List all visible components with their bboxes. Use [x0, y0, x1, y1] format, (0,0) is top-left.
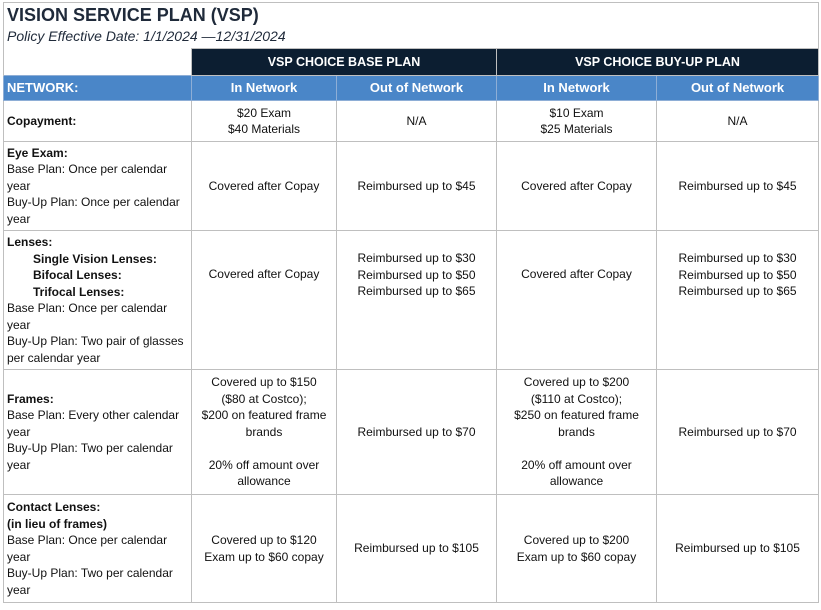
frames-row [4, 370, 819, 495]
copay-buyup-in: $10 Exam $25 Materials [497, 101, 657, 142]
plan-header-base: VSP CHOICE BASE PLAN [192, 49, 497, 76]
buyup-out-network-header: Out of Network [657, 76, 819, 101]
lenses-row [4, 231, 819, 370]
eye-exam-base-in: Covered after Copay [192, 142, 337, 231]
lenses-label: Lenses: Single Vision Lenses: Bifocal Lenses: Trifocal Lenses: Base Plan: Once per calendar year Buy-Up Plan: Two pair of glasses per calendar year [4, 231, 192, 370]
vision-plan-sheet [3, 2, 818, 606]
copay-base-in: $20 Exam $40 Materials [192, 101, 337, 142]
page-title: VISION SERVICE PLAN (VSP) [7, 5, 259, 25]
frames-base-out: Reimbursed up to $70 [337, 370, 497, 495]
buyup-in-network-header: In Network [497, 76, 657, 101]
contacts-base-in: Covered up to $120 Exam up to $60 copay [192, 495, 337, 603]
frames-label: Frames: Base Plan: Every other calendar year Buy-Up Plan: Two per calendar year [4, 370, 192, 495]
copay-base-out: N/A [337, 101, 497, 142]
base-out-network-header: Out of Network [337, 76, 497, 101]
copay-buyup-out: N/A [657, 101, 819, 142]
frames-base-in: Covered up to $150 ($80 at Costco); $200 on featured frame brands 20% off amount over allowance [192, 370, 337, 495]
empty-corner [4, 49, 192, 76]
benefits-table [3, 2, 819, 603]
lenses-buyup-in: Covered after Copay [497, 231, 657, 370]
network-label: NETWORK: [4, 76, 192, 101]
eye-exam-base-out: Reimbursed up to $45 [337, 142, 497, 231]
contacts-label: Contact Lenses: (in lieu of frames) Base Plan: Once per calendar year Buy-Up Plan: Two per calendar year [4, 495, 192, 603]
contacts-row [4, 495, 819, 603]
plan-header-buyup: VSP CHOICE BUY-UP PLAN [497, 49, 819, 76]
contacts-base-out: Reimbursed up to $105 [337, 495, 497, 603]
contacts-buyup-in: Covered up to $200 Exam up to $60 copay [497, 495, 657, 603]
frames-buyup-out: Reimbursed up to $70 [657, 370, 819, 495]
eye-exam-label: Eye Exam: Base Plan: Once per calendar year Buy-Up Plan: Once per calendar year [4, 142, 192, 231]
lenses-base-out: Reimbursed up to $30 Reimbursed up to $50 Reimbursed up to $65 [337, 231, 497, 370]
eye-exam-row [4, 142, 819, 231]
eye-exam-buyup-out: Reimbursed up to $45 [657, 142, 819, 231]
title-block [4, 3, 819, 49]
lenses-buyup-out: Reimbursed up to $30 Reimbursed up to $50 Reimbursed up to $65 [657, 231, 819, 370]
lenses-base-in: Covered after Copay [192, 231, 337, 370]
copay-label: Copayment: [4, 101, 192, 142]
copay-row [4, 101, 819, 142]
contacts-buyup-out: Reimbursed up to $105 [657, 495, 819, 603]
frames-buyup-in: Covered up to $200 ($110 at Costco); $250 on featured frame brands 20% off amount over allowance [497, 370, 657, 495]
policy-effective-date: Policy Effective Date: 1/1/2024 —12/31/2024 [7, 28, 286, 44]
base-in-network-header: In Network [192, 76, 337, 101]
eye-exam-buyup-in: Covered after Copay [497, 142, 657, 231]
